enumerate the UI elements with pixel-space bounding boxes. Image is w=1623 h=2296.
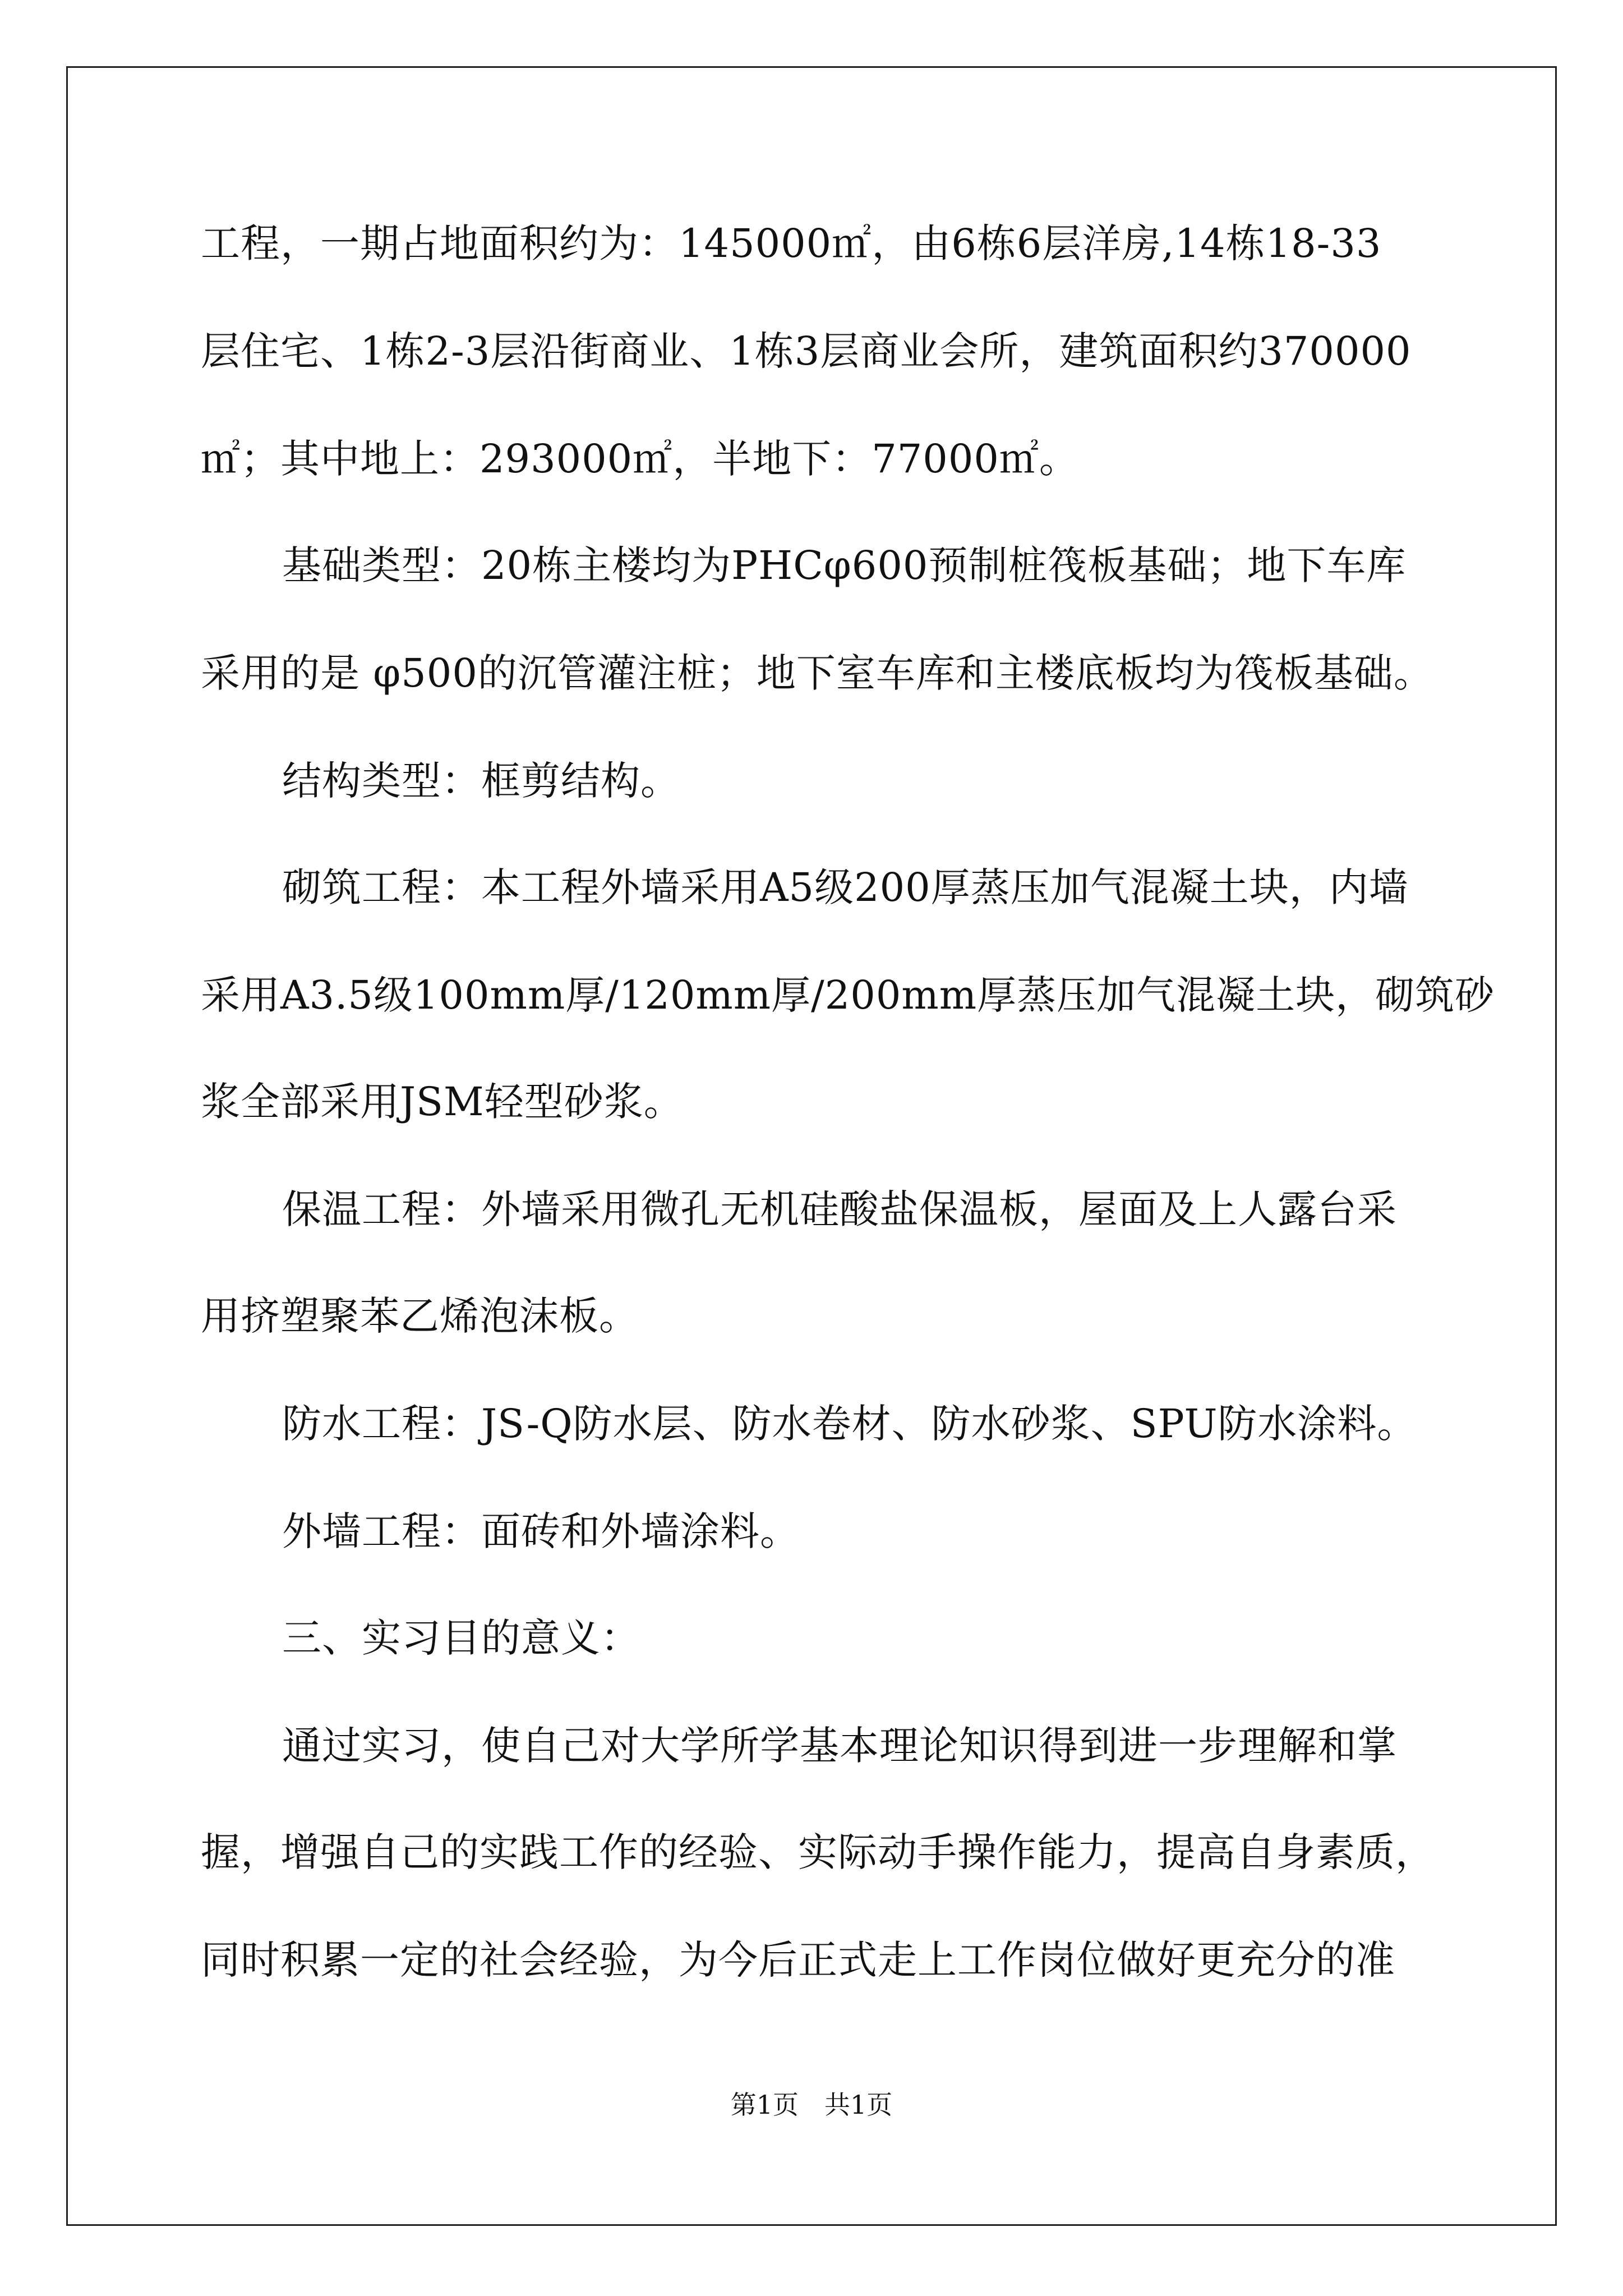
page-border — [66, 66, 1557, 2226]
text-line: ㎡；其中地上：293000㎡，半地下：77000㎡。 — [201, 436, 1079, 482]
text-line: 同时积累一定的社会经验，为今后正式走上工作岗位做好更充分的准 — [201, 1937, 1395, 1983]
text-line: 采用的是 φ500的沉管灌注桩；地下室车库和主楼底板均为筏板基础。 — [201, 650, 1433, 696]
section-heading: 三、实习目的意义： — [282, 1615, 640, 1661]
text-line: 保温工程：外墙采用微孔无机硅酸盐保温板，屋面及上人露台采 — [282, 1186, 1397, 1232]
text-line: 基础类型：20栋主楼均为PHCφ600预制桩筏板基础；地下车库 — [282, 542, 1407, 588]
text-line: 层住宅、1栋2-3层沿街商业、1栋3层商业会所，建筑面积约370000 — [201, 328, 1412, 374]
text-line: 外墙工程：面砖和外墙涂料。 — [282, 1508, 800, 1554]
text-line: 砌筑工程：本工程外墙采用A5级200厚蒸压加气混凝土块，内墙 — [282, 864, 1409, 910]
text-line: 防水工程：JS-Q防水层、防水卷材、防水砂浆、SPU防水涂料。 — [282, 1401, 1417, 1447]
text-line: 浆全部采用JSM轻型砂浆。 — [201, 1079, 684, 1125]
page-footer: 第1页 共1页 — [730, 2090, 893, 2120]
text-line: 通过实习，使自己对大学所学基本理论知识得到进一步理解和掌 — [282, 1723, 1397, 1769]
text-line: 工程，一期占地面积约为：145000㎡，由6栋6层洋房,14栋18-33 — [201, 220, 1382, 266]
text-line: 握，增强自己的实践工作的经验、实际动手操作能力，提高自身素质， — [201, 1829, 1435, 1875]
text-line: 结构类型：框剪结构。 — [282, 758, 680, 804]
text-line: 采用A3.5级100mm厚/120mm厚/200mm厚蒸压加气混凝土块，砌筑砂 — [201, 972, 1495, 1018]
text-line: 用挤塑聚苯乙烯泡沫板。 — [201, 1293, 639, 1339]
